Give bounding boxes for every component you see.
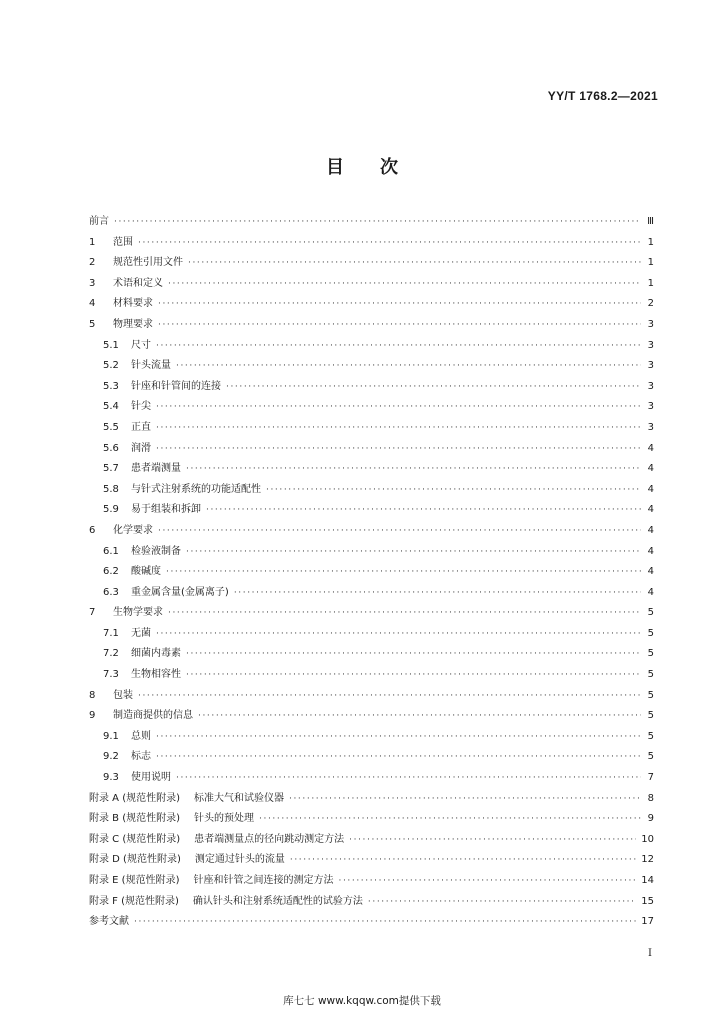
toc-entry-number: 7.2 — [103, 648, 119, 660]
toc-leader-dots — [156, 397, 641, 418]
toc-entry-number: 附录 B (规范性附录) — [89, 813, 181, 825]
toc-entry-page: 3 — [647, 360, 654, 372]
toc-entry[interactable] — [89, 830, 654, 851]
toc-entry-number: 附录 C (规范性附录) — [89, 833, 181, 845]
toc-entry-page: 4 — [647, 442, 654, 454]
toc-leader-dots — [186, 644, 641, 665]
toc-entry-number: 5.4 — [103, 401, 119, 413]
toc-entry-number: 5.8 — [103, 483, 119, 495]
toc-entry-number: 附录 F (规范性附录) — [89, 895, 179, 907]
toc-leader-dots — [176, 356, 641, 377]
toc-entry-number: 5.2 — [103, 360, 119, 372]
toc-entry-page: 5 — [647, 669, 654, 681]
toc-entry-page: 3 — [647, 380, 654, 392]
toc-entry-title: 患者端测量 — [131, 463, 181, 475]
toc-entry[interactable] — [89, 274, 654, 295]
toc-entry-title: 规范性引用文件 — [113, 257, 183, 269]
toc-leader-dots — [290, 850, 636, 871]
toc-entry[interactable] — [89, 850, 654, 871]
toc-entry-page: 15 — [641, 895, 654, 907]
toc-entry-title: 总则 — [131, 730, 151, 742]
toc-entry-page: 4 — [647, 483, 654, 495]
toc-leader-dots — [138, 233, 641, 254]
toc-entry-title: 标准大气和试验仪器 — [194, 792, 285, 804]
toc-leader-dots — [156, 418, 641, 439]
toc-entry[interactable] — [89, 480, 654, 501]
toc-entry-number: 6 — [89, 524, 96, 536]
toc-entry[interactable] — [89, 871, 654, 892]
toc-entry-title: 材料要求 — [113, 298, 153, 310]
toc-entry-title: 测定通过针头的流量 — [194, 854, 285, 866]
toc-entry[interactable] — [89, 892, 654, 913]
toc-leader-dots — [156, 336, 641, 357]
toc-entry-number: 6.1 — [103, 545, 119, 557]
footer-watermark: 库七七 www.kqqw.com提供下载 — [283, 995, 441, 1007]
toc-entry-number: 9.1 — [103, 730, 119, 742]
toc-entry-page: 4 — [647, 504, 654, 516]
toc-leader-dots — [156, 624, 641, 645]
toc-entry-number: 6.3 — [103, 586, 119, 598]
toc-entry-number: 附录 A (规范性附录) — [89, 792, 181, 804]
toc-entry-number: 8 — [89, 689, 96, 701]
toc-entry-number: 4 — [89, 298, 96, 310]
toc-entry-page: 5 — [647, 648, 654, 660]
toc-entry-title: 润滑 — [131, 442, 151, 454]
toc-entry-title: 患者端测量点的径向跳动测定方法 — [194, 833, 345, 845]
toc-leader-dots — [338, 871, 636, 892]
toc-entry-number: 9 — [89, 710, 96, 722]
toc-entry-page: 5 — [647, 751, 654, 763]
toc-entry-title: 前言 — [89, 216, 109, 227]
toc-entry[interactable] — [89, 603, 654, 624]
toc-entry[interactable] — [89, 459, 654, 480]
toc-leader-dots — [186, 542, 641, 563]
toc-entry-page: 8 — [647, 792, 654, 804]
toc-entry-number: 9.2 — [103, 751, 119, 763]
toc-entry-title: 化学要求 — [113, 524, 153, 536]
toc-entry-number: 6.2 — [103, 566, 119, 578]
toc-entry-title: 与针式注射系统的功能适配性 — [131, 483, 261, 495]
toc-entry[interactable] — [89, 233, 654, 254]
toc-entry-title: 针尖 — [131, 401, 151, 413]
toc-entry-title: 易于组装和拆卸 — [131, 504, 201, 516]
toc-entry[interactable] — [89, 912, 654, 933]
toc-leader-dots — [206, 500, 641, 521]
table-of-contents — [89, 212, 654, 933]
toc-entry-page: 4 — [647, 463, 654, 475]
toc-entry[interactable] — [89, 253, 654, 274]
toc-leader-dots — [168, 603, 641, 624]
toc-entry-page: 3 — [647, 401, 654, 413]
toc-entry-page: 3 — [647, 339, 654, 351]
toc-entry-page: 1 — [647, 236, 654, 248]
toc-entry-number: 7 — [89, 607, 96, 619]
toc-entry-page: 5 — [647, 710, 654, 722]
toc-leader-dots — [114, 212, 641, 233]
toc-entry[interactable] — [89, 542, 654, 563]
page-title — [0, 153, 724, 179]
toc-entry-page: 14 — [641, 875, 654, 886]
toc-entry-number: 9.3 — [103, 772, 119, 784]
toc-entry[interactable] — [89, 397, 654, 418]
toc-entry-title: 针头的预处理 — [194, 813, 255, 825]
toc-entry-title: 无菌 — [131, 627, 151, 639]
toc-entry-page: 1 — [647, 277, 654, 289]
toc-entry-title: 针座和针管间的连接 — [131, 380, 221, 392]
title-char-2: 次 — [380, 157, 398, 178]
toc-leader-dots — [198, 706, 641, 727]
toc-entry[interactable] — [89, 315, 654, 336]
toc-leader-dots — [156, 727, 641, 748]
toc-entry-page: 3 — [647, 421, 654, 433]
toc-entry-title: 包装 — [113, 689, 133, 701]
toc-entry-page: 5 — [647, 689, 654, 701]
toc-entry-page: 5 — [647, 627, 654, 639]
toc-entry-title: 物理要求 — [113, 318, 153, 330]
toc-entry-page: Ⅲ — [647, 216, 654, 227]
toc-entry-number: 附录 E (规范性附录) — [89, 875, 180, 886]
toc-entry-page: 4 — [647, 586, 654, 598]
toc-leader-dots — [168, 274, 641, 295]
toc-entry-title: 正直 — [131, 421, 151, 433]
toc-entry[interactable] — [89, 644, 654, 665]
toc-leader-dots — [186, 459, 641, 480]
toc-entry-number: 5.1 — [103, 339, 119, 351]
toc-entry[interactable] — [89, 377, 654, 398]
toc-leader-dots — [234, 583, 641, 604]
toc-entry[interactable] — [89, 624, 654, 645]
toc-leader-dots — [156, 439, 641, 460]
toc-entry-title: 生物学要求 — [113, 607, 163, 619]
toc-entry[interactable] — [89, 439, 654, 460]
toc-entry-title: 检验液制备 — [131, 545, 181, 557]
toc-entry-page: 3 — [647, 318, 654, 330]
toc-entry[interactable] — [89, 583, 654, 604]
toc-leader-dots — [158, 294, 641, 315]
toc-entry[interactable] — [89, 356, 654, 377]
toc-entry[interactable] — [89, 665, 654, 686]
toc-entry[interactable] — [89, 521, 654, 542]
toc-entry[interactable] — [89, 809, 654, 830]
toc-entry-page: 4 — [647, 545, 654, 557]
toc-entry-number: 5.6 — [103, 442, 119, 454]
toc-entry-title: 细菌内毒素 — [131, 648, 181, 660]
toc-entry[interactable] — [89, 706, 654, 727]
toc-entry[interactable] — [89, 562, 654, 583]
toc-entry-title: 标志 — [131, 751, 151, 763]
toc-leader-dots — [166, 562, 641, 583]
toc-entry[interactable] — [89, 789, 654, 810]
toc-entry-title: 范围 — [113, 236, 133, 248]
toc-leader-dots — [349, 830, 636, 851]
toc-entry-page: 7 — [647, 772, 654, 784]
toc-entry-number: 2 — [89, 257, 96, 269]
toc-entry-number: 5 — [89, 318, 96, 330]
toc-leader-dots — [188, 253, 641, 274]
toc-entry[interactable] — [89, 212, 654, 233]
toc-entry-title: 使用说明 — [131, 772, 171, 784]
toc-entry-number: 1 — [89, 236, 96, 248]
toc-entry-page: 5 — [647, 607, 654, 619]
toc-entry-number: 5.5 — [103, 421, 119, 433]
toc-leader-dots — [176, 768, 641, 789]
toc-entry-page: 1 — [647, 257, 654, 269]
toc-entry-title: 酸碱度 — [131, 566, 161, 578]
toc-entry-page: 4 — [647, 566, 654, 578]
toc-leader-dots — [158, 315, 641, 336]
toc-entry-title: 确认针头和注射系统适配性的试验方法 — [192, 895, 363, 907]
toc-entry[interactable] — [89, 418, 654, 439]
toc-leader-dots — [156, 747, 641, 768]
toc-entry-page: 2 — [647, 298, 654, 310]
toc-leader-dots — [158, 521, 641, 542]
toc-leader-dots — [368, 892, 636, 913]
toc-entry-title: 术语和定义 — [113, 277, 163, 289]
toc-leader-dots — [134, 912, 636, 933]
toc-entry-title: 针座和针管之间连接的测定方法 — [193, 875, 334, 886]
toc-entry-page: 12 — [641, 854, 654, 866]
toc-leader-dots — [266, 480, 641, 501]
toc-entry-title: 参考文献 — [89, 916, 129, 928]
toc-entry-number: 3 — [89, 277, 96, 289]
toc-entry-title: 重金属含量(金属离子) — [131, 586, 229, 598]
toc-leader-dots — [259, 809, 641, 830]
toc-leader-dots — [226, 377, 641, 398]
toc-entry-page: 4 — [647, 524, 654, 536]
toc-entry-number: 5.3 — [103, 380, 119, 392]
page-number: I — [648, 948, 652, 959]
toc-entry-title: 制造商提供的信息 — [113, 710, 193, 722]
toc-entry[interactable] — [89, 294, 654, 315]
title-char-1: 目 — [326, 157, 344, 178]
toc-entry-page: 17 — [641, 916, 654, 928]
toc-entry-page: 9 — [647, 813, 654, 825]
toc-entry-title: 针头流量 — [131, 360, 171, 372]
toc-entry-number: 5.9 — [103, 504, 119, 516]
toc-entry[interactable] — [89, 727, 654, 748]
toc-leader-dots — [186, 665, 641, 686]
toc-entry[interactable] — [89, 500, 654, 521]
toc-entry-page: 5 — [647, 730, 654, 742]
toc-entry-title: 生物相容性 — [131, 669, 181, 681]
toc-entry-number: 5.7 — [103, 463, 119, 475]
standard-code: YY/T 1768.2—2021 — [547, 89, 658, 103]
toc-entry[interactable] — [89, 747, 654, 768]
toc-entry-page: 10 — [641, 833, 654, 845]
toc-leader-dots — [289, 789, 641, 810]
toc-entry-title: 尺寸 — [131, 339, 151, 351]
toc-leader-dots — [138, 686, 641, 707]
toc-entry-number: 7.1 — [103, 627, 119, 639]
toc-entry[interactable] — [89, 686, 654, 707]
toc-entry-number: 7.3 — [103, 669, 119, 681]
toc-entry[interactable] — [89, 336, 654, 357]
toc-entry-number: 附录 D (规范性附录) — [89, 854, 181, 866]
toc-entry[interactable] — [89, 768, 654, 789]
